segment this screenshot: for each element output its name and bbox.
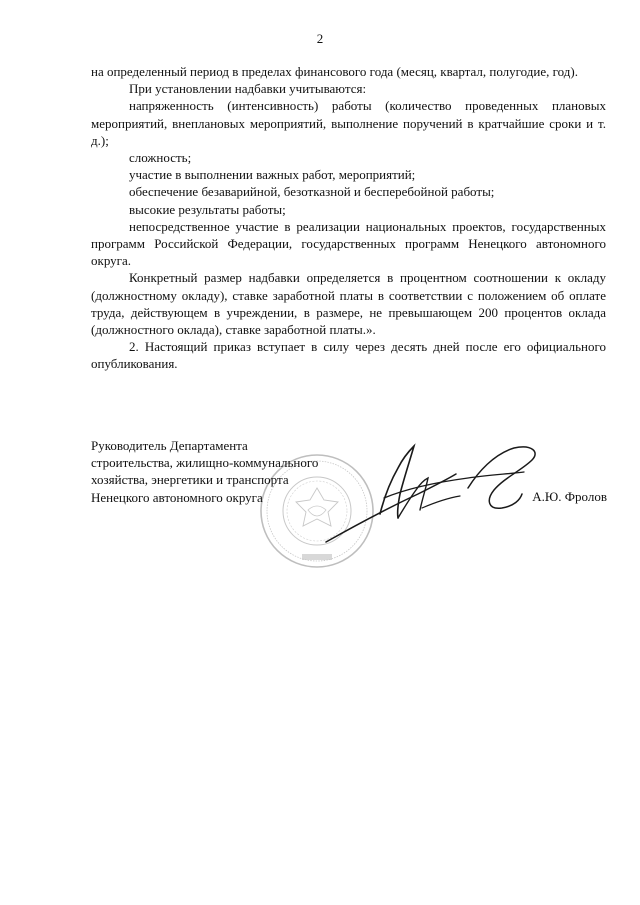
paragraph: сложность; <box>129 150 192 166</box>
paragraph: на определенный период в пределах финансового года (месяц, квартал, полугодие, год). <box>91 64 578 79</box>
paragraph: участие в выполнении важных работ, мероприятий; <box>129 167 416 183</box>
paragraph: 2. Настоящий приказ вступает в силу через десять дней после его официального опубликования. <box>91 339 606 372</box>
paragraph: обеспечение безаварийной, безотказной и бесперебойной работы; <box>129 184 495 200</box>
paragraph: При установлении надбавки учитываются: <box>129 81 367 97</box>
page-number: 2 <box>316 31 324 46</box>
signer-position-line: Ненецкого автономного округа <box>91 489 263 505</box>
paragraph: напряженность (интенсивность) работы (количество проведенных плановых мероприятий, внеплановых мероприятий, выполнение поручений в кратчайшие сроки и т. д.); <box>91 98 606 148</box>
signature-title-block <box>91 437 511 506</box>
paragraph: высокие результаты работы; <box>129 201 286 217</box>
signer-position-line: Руководитель Департамента <box>91 438 248 453</box>
signer-position-line: хозяйства, энергетики и транспорта <box>91 472 289 488</box>
signer-position-line: строительства, жилищно-коммунального <box>91 455 319 471</box>
signer-name: А.Ю. Фролов <box>532 489 607 504</box>
paragraph: Конкретный размер надбавки определяется в процентном соотношении к окладу (должностному окладу), ставке заработной платы в соответствии с положением об оплате труда, действующем в учреждении, в размере, не превышающем 200 процентов оклада (должностного оклада), ставке заработной платы.». <box>91 270 606 338</box>
paragraph: непосредственное участие в реализации национальных проектов, государственных программ Российской Федерации, государственных программ Ненецкого автономного округа. <box>91 218 606 269</box>
document-body <box>91 63 606 373</box>
